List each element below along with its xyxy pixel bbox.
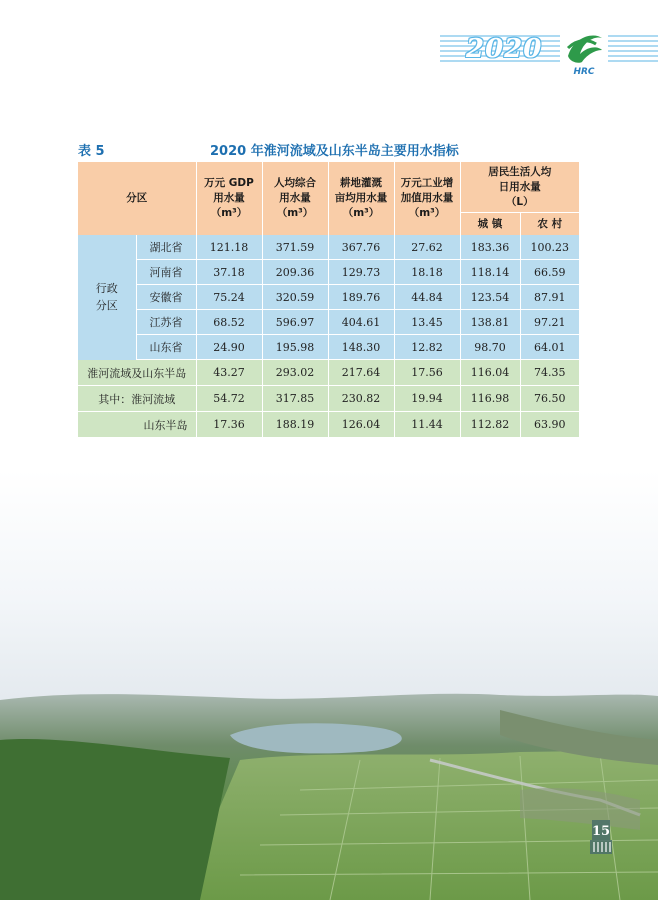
header-domestic: 居民生活人均 日用水量 （L） bbox=[460, 162, 579, 213]
cell-gdp: 17.36 bbox=[196, 412, 262, 438]
header-region: 分区 bbox=[78, 162, 196, 235]
cell-irrigation: 404.61 bbox=[328, 310, 394, 335]
table-row bbox=[78, 412, 579, 438]
table-row bbox=[78, 235, 579, 260]
group-label: 行政 分区 bbox=[78, 235, 136, 360]
cell-gdp: 54.72 bbox=[196, 386, 262, 412]
header-irrigation: 耕地灌溉 亩均用水量 （m³） bbox=[328, 162, 394, 235]
cell-rural: 74.35 bbox=[520, 360, 579, 386]
header-row bbox=[78, 162, 579, 213]
header-urban: 城 镇 bbox=[460, 213, 520, 236]
cell-per-capita: 209.36 bbox=[262, 260, 328, 285]
cell-urban: 98.70 bbox=[460, 335, 520, 360]
cell-industry: 11.44 bbox=[394, 412, 460, 438]
table-row bbox=[78, 285, 579, 310]
table-row bbox=[78, 360, 579, 386]
cell-rural: 87.91 bbox=[520, 285, 579, 310]
summary-name: 其中：淮河流域 bbox=[78, 386, 196, 412]
cell-per-capita: 596.97 bbox=[262, 310, 328, 335]
cell-irrigation: 217.64 bbox=[328, 360, 394, 386]
cell-urban: 118.14 bbox=[460, 260, 520, 285]
cell-per-capita: 320.59 bbox=[262, 285, 328, 310]
cell-per-capita: 293.02 bbox=[262, 360, 328, 386]
cell-industry: 18.18 bbox=[394, 260, 460, 285]
cell-urban: 123.54 bbox=[460, 285, 520, 310]
svg-text:HRC: HRC bbox=[573, 67, 595, 77]
header-per-capita: 人均综合 用水量 （m³） bbox=[262, 162, 328, 235]
cell-gdp: 68.52 bbox=[196, 310, 262, 335]
cell-gdp: 37.18 bbox=[196, 260, 262, 285]
cell-rural: 66.59 bbox=[520, 260, 579, 285]
cell-irrigation: 126.04 bbox=[328, 412, 394, 438]
cell-irrigation: 189.76 bbox=[328, 285, 394, 310]
table-row bbox=[78, 310, 579, 335]
header-industry: 万元工业增 加值用水量 （m³） bbox=[394, 162, 460, 235]
table-row bbox=[78, 260, 579, 285]
table-row bbox=[78, 335, 579, 360]
cell-urban: 116.98 bbox=[460, 386, 520, 412]
cell-gdp: 75.24 bbox=[196, 285, 262, 310]
table-label: 表 5 bbox=[78, 144, 105, 159]
cell-urban: 112.82 bbox=[460, 412, 520, 438]
cell-industry: 17.56 bbox=[394, 360, 460, 386]
cell-industry: 19.94 bbox=[394, 386, 460, 412]
cell-rural: 64.01 bbox=[520, 335, 579, 360]
cell-rural: 76.50 bbox=[520, 386, 579, 412]
landscape-photo bbox=[0, 640, 658, 900]
header-gdp: 万元 GDP 用水量 （m³） bbox=[196, 162, 262, 235]
province-name: 江苏省 bbox=[136, 310, 196, 335]
page-number: 15 bbox=[591, 824, 611, 839]
summary-name: 淮河流域及山东半岛 bbox=[78, 360, 196, 386]
cell-industry: 12.82 bbox=[394, 335, 460, 360]
cell-urban: 116.04 bbox=[460, 360, 520, 386]
cell-irrigation: 367.76 bbox=[328, 235, 394, 260]
province-name: 湖北省 bbox=[136, 235, 196, 260]
table-row bbox=[78, 386, 579, 412]
cell-urban: 138.81 bbox=[460, 310, 520, 335]
cell-industry: 44.84 bbox=[394, 285, 460, 310]
cell-gdp: 24.90 bbox=[196, 335, 262, 360]
cell-per-capita: 195.98 bbox=[262, 335, 328, 360]
summary-name: 山东半岛 bbox=[78, 412, 196, 438]
cell-urban: 183.36 bbox=[460, 235, 520, 260]
province-name: 河南省 bbox=[136, 260, 196, 285]
province-name: 山东省 bbox=[136, 335, 196, 360]
hrc-logo-icon bbox=[560, 26, 608, 78]
cell-rural: 97.21 bbox=[520, 310, 579, 335]
cell-industry: 13.45 bbox=[394, 310, 460, 335]
province-name: 安徽省 bbox=[136, 285, 196, 310]
table-title: 2020 年淮河流域及山东半岛主要用水指标 bbox=[210, 144, 459, 159]
cell-rural: 63.90 bbox=[520, 412, 579, 438]
water-use-indicator-table bbox=[78, 162, 579, 438]
cell-irrigation: 148.30 bbox=[328, 335, 394, 360]
cell-gdp: 43.27 bbox=[196, 360, 262, 386]
cell-rural: 100.23 bbox=[520, 235, 579, 260]
cell-per-capita: 371.59 bbox=[262, 235, 328, 260]
cell-irrigation: 129.73 bbox=[328, 260, 394, 285]
cell-per-capita: 188.19 bbox=[262, 412, 328, 438]
cell-per-capita: 317.85 bbox=[262, 386, 328, 412]
cell-irrigation: 230.82 bbox=[328, 386, 394, 412]
header-year: 2020 bbox=[466, 34, 543, 64]
cell-industry: 27.62 bbox=[394, 235, 460, 260]
table-body bbox=[78, 235, 579, 438]
cell-gdp: 121.18 bbox=[196, 235, 262, 260]
header-rural: 农 村 bbox=[520, 213, 579, 236]
